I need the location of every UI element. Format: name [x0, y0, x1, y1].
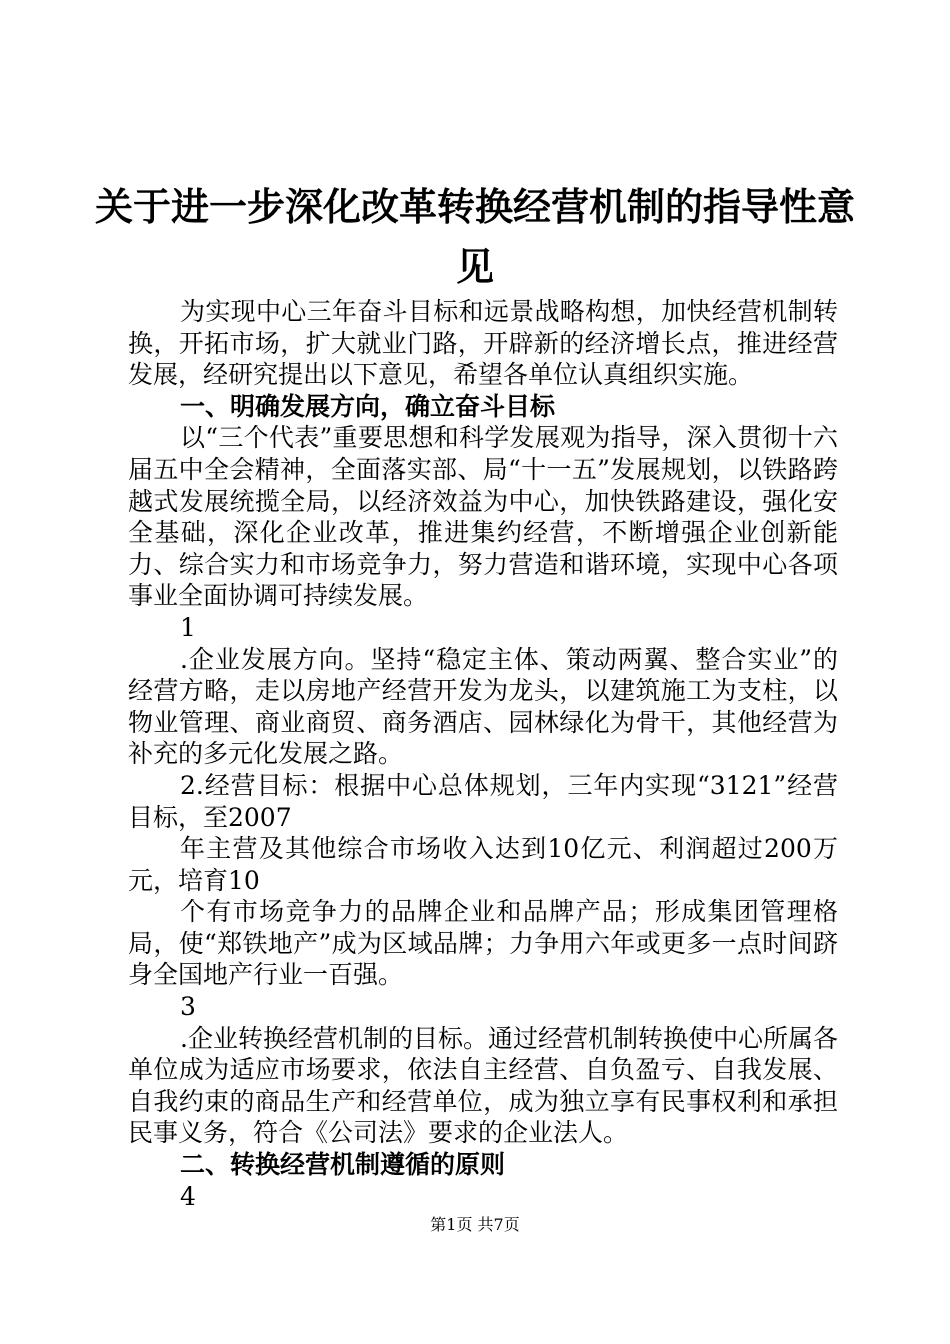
- document-title-line-1: 关于进一步深化改革转换经营机制的指导性意: [94, 185, 855, 229]
- item-number-4: 4: [180, 1181, 196, 1211]
- document-title-line-2: 见: [455, 245, 494, 289]
- business-goal-paragraph: 2.经营目标：根据中心总体规划，三年内实现“3121”经营目标，至2007: [128, 770, 838, 832]
- brand-target-paragraph: 个有市场竞争力的品牌企业和品牌产品；形成集团管理格局，使“郑铁地产”成为区域品牌；力争用六年或更多一点时间跻身全国地产行业一百强。: [128, 897, 838, 990]
- section-heading-2: 二、转换经营机制遵循的原则: [180, 1150, 506, 1180]
- item-number-3: 3: [180, 992, 196, 1022]
- intro-paragraph: 为实现中心三年奋斗目标和远景战略构想，加快经营机制转换，开拓市场，扩大就业门路，开辟新的经济增长点，推进经营发展，经研究提出以下意见，希望各单位认真组织实施。: [128, 297, 838, 390]
- development-direction-paragraph: .企业发展方向。坚持“稳定主体、策动两翼、整合实业”的经营方略，走以房地产经营开发为龙头，以建筑施工为支柱，以物业管理、商业商贸、商务酒店、园林绿化为骨干，其他经营为补充的多元化发展之路。: [128, 644, 838, 769]
- page-footer: 第1页 共7页: [430, 1215, 520, 1234]
- revenue-target-paragraph: 年主营及其他综合市场收入达到10亿元、利润超过200万元，培育10: [128, 834, 838, 895]
- section-heading-1: 一、明确发展方向，确立奋斗目标: [180, 391, 556, 421]
- item-number-1: 1: [180, 612, 196, 642]
- guiding-principle-paragraph: 以“三个代表”重要思想和科学发展观为指导，深入贯彻十六届五中全会精神，全面落实部、局“十一五”发展规划，以铁路跨越式发展统揽全局，以经济效益为中心，加快铁路建设，强化安全基础，深化企业改革，推进集约经营，不断增强企业创新能力、综合实力和市场竞争力，努力营造和谐环境，实现中心各项事业全面协调可持续发展。: [128, 423, 838, 611]
- document-body: [128, 296, 838, 1212]
- mechanism-goal-paragraph: .企业转换经营机制的目标。通过经营机制转换使中心所属各单位成为适应市场要求，依法自主经营、自负盈亏、自我发展、自我约束的商品生产和经营单位，成为独立享有民事权利和承担民事义务，符合《公司法》要求的企业法人。: [128, 1023, 838, 1148]
